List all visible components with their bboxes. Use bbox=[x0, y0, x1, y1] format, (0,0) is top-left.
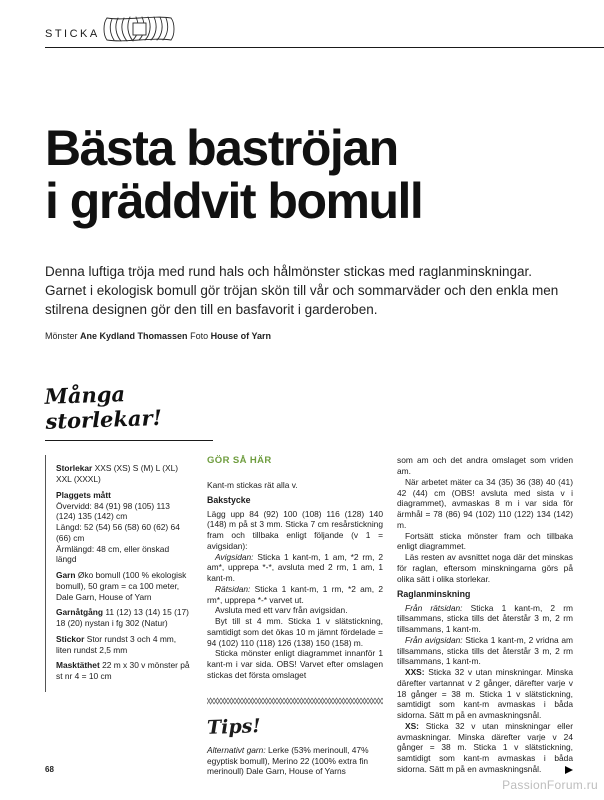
credit-label-pattern: Mönster bbox=[45, 331, 78, 342]
headline-line-1: Bästa baströjan bbox=[45, 120, 398, 176]
pattern-paragraph bbox=[207, 509, 383, 552]
pattern-paragraph bbox=[397, 531, 573, 553]
infobox-label: Storlekar bbox=[56, 463, 93, 474]
infobox-label: Garn bbox=[56, 570, 76, 581]
section-label: STICKA bbox=[45, 28, 100, 40]
page-header bbox=[45, 0, 604, 48]
infobox-row-measurements-heading bbox=[56, 490, 191, 501]
pattern-paragraph bbox=[207, 584, 383, 606]
infobox-row-yarn bbox=[56, 570, 191, 602]
how-to-heading: GÖR SÅ HÄR bbox=[207, 455, 272, 467]
alternative-yarn-paragraph bbox=[207, 745, 383, 777]
infobox-value: 22 m x 30 v mönster på st nr 4 = 10 cm bbox=[56, 660, 190, 682]
continue-arrow-icon bbox=[565, 766, 573, 774]
edge-stitch-note: Kant-m stickas rät alla v. bbox=[207, 479, 298, 490]
pattern-info-box bbox=[45, 455, 193, 692]
pattern-paragraph bbox=[207, 605, 383, 616]
infobox-label: Garnåtgång bbox=[56, 607, 103, 618]
credit-photo-name: House of Yarn bbox=[210, 331, 271, 342]
credit-label-photo: Foto bbox=[190, 331, 209, 342]
pattern-paragraph bbox=[397, 455, 573, 477]
content-columns bbox=[45, 455, 573, 777]
credit-pattern-name: Ane Kydland Thomassen bbox=[80, 331, 188, 342]
pattern-paragraph bbox=[397, 667, 573, 721]
paragraph-text: Lerke (53% merinoull, 47% egyptisk bomull), Merino 22 (100% extra fin merinoull) Dale Garn, House of Yarns bbox=[207, 744, 369, 777]
back-piece-heading: Bakstycke bbox=[207, 495, 251, 506]
infobox-value: Ärmlängd: 48 cm, eller önskad längd bbox=[56, 543, 170, 565]
script-heading: Många storlekar! bbox=[44, 381, 163, 435]
infobox-value: Øko bomull (100 % ekologisk bomull), 50 gram = ca 100 meter, Dale Garn, House of Yarn bbox=[56, 570, 187, 602]
infobox-value: 11 (12) 13 (14) 15 (17) 18 (20) nystan i fg 302 (Natur) bbox=[56, 607, 189, 629]
infobox-row-sizes bbox=[56, 463, 191, 485]
paragraph-lead: Från avigsidan: bbox=[405, 634, 463, 645]
credits-line bbox=[45, 331, 559, 341]
continuation-column bbox=[397, 455, 573, 774]
infobox-value: XXS (XS) S (M) L (XL) XXL (XXXL) bbox=[56, 463, 179, 485]
paragraph-lead: Alternativt garn: bbox=[207, 744, 266, 755]
page-title bbox=[45, 122, 559, 228]
paragraph-lead: XS: bbox=[405, 720, 419, 731]
paragraph-text: Avsluta med ett varv från avigsidan. bbox=[215, 605, 348, 616]
pattern-paragraph bbox=[397, 635, 573, 667]
pattern-paragraph bbox=[207, 552, 383, 584]
pattern-paragraph bbox=[207, 616, 383, 648]
pattern-paragraph bbox=[397, 721, 573, 775]
infobox-label: Plaggets mått bbox=[56, 489, 111, 500]
infobox-row-needles bbox=[56, 634, 191, 656]
zigzag-divider bbox=[207, 697, 383, 705]
instructions-column bbox=[207, 455, 383, 777]
infobox-value: Övervidd: 84 (91) 98 (105) 113 (124) 135 (142) cm bbox=[56, 500, 170, 522]
paragraph-text: Sticka 1 kant-m, 2 rm tillsammans, sticka tills det återstår 3 m, 2 rm tillsammans, 1 kant-m. bbox=[397, 602, 573, 635]
paragraph-lead: Rätsidan: bbox=[215, 583, 251, 594]
infobox-row-sleeve-length bbox=[56, 544, 191, 566]
paragraph-text: Sticka 1 kant-m, 2 vridna am tillsammans, sticka tills det återstår 3 m, 2 rm tillsammans, 1 kant-m. bbox=[397, 634, 573, 667]
page-number: 68 bbox=[45, 765, 54, 774]
headline-line-2: i gräddvit bomull bbox=[45, 173, 423, 229]
pattern-paragraph bbox=[397, 477, 573, 531]
paragraph-text: Byt till st 4 mm. Sticka 1 v slätstickning, samtidigt som det ökas 10 m jämnt fördelade = 94 (102) 110 (118) 126 (138) 150 (158) m. bbox=[207, 616, 383, 648]
paragraph-text: som am och det andra omslaget som vriden am. bbox=[397, 455, 573, 477]
yarn-skein-icon bbox=[100, 14, 178, 44]
paragraph-text: Läs resten av avsnittet noga där det minskas för raglan, eftersom minskningarna görs på olika sätt i olika storlekar. bbox=[397, 552, 573, 584]
paragraph-text: Lägg upp 84 (92) 100 (108) 116 (128) 140 (148) m på st 3 mm. Sticka 7 cm resårstickning fram och tillbaka enligt följande (v 1 = avigsidan): bbox=[207, 508, 383, 551]
intro-paragraph: Denna luftiga tröja med rund hals och hålmönster stickas med raglanminskningar. Garnet i ekologisk bomull gör tröjan skön till vår och sommarväder och den enkla men stilrena designen gör den till en basfavorit i garderoben. bbox=[45, 264, 559, 318]
infobox-label: Masktäthet bbox=[56, 660, 100, 671]
infobox-row-gauge bbox=[56, 660, 191, 682]
infobox-label: Stickor bbox=[56, 633, 85, 644]
pattern-paragraph bbox=[397, 603, 573, 635]
tips-heading: Tips! bbox=[206, 714, 262, 739]
paragraph-text: Sticka 1 kant-m, 1 am, *2 rm, 2 am*, upprepa *-*, avsluta med 2 rm, 1 am, 1 kant-m. bbox=[207, 551, 383, 584]
infobox-value: Längd: 52 (54) 56 (58) 60 (62) 64 (66) cm bbox=[56, 522, 180, 543]
pattern-paragraph bbox=[397, 552, 573, 584]
paragraph-text: Sticka 32 v utan minskningar. Minska därefter vartannat v 2 gånger, därefter varje v 18 gånger = 38 m. Sticka 1 v slätstickning, samtidigt som kant-m avmaskas i båda sidorna. Sätt m på en avmaskningsnål. bbox=[397, 667, 573, 721]
watermark: PassionForum.ru bbox=[502, 778, 598, 792]
paragraph-lead: Från rätsidan: bbox=[405, 602, 463, 613]
paragraph-text: När arbetet mäter ca 34 (35) 36 (38) 40 (41) 42 (44) cm (OBS! avsluta med sista v i diagrammet), avmaskas 8 m i var sida för ärmhål = 78 (86) 94 (102) 110 (122) 134 (142) m. bbox=[397, 476, 573, 530]
paragraph-text: Fortsätt sticka mönster fram och tillbaka enligt diagrammet. bbox=[397, 530, 573, 552]
tips-block bbox=[207, 697, 383, 778]
script-heading-block bbox=[45, 381, 213, 441]
raglan-heading: Raglanminskning bbox=[397, 589, 471, 600]
paragraph-text: Sticka 1 kant-m, 1 rm, *2 am, 2 rm*, upprepa *-* varvet ut. bbox=[207, 583, 383, 605]
paragraph-lead: XXS: bbox=[405, 667, 425, 678]
infobox-row-circumference bbox=[56, 501, 191, 523]
paragraph-text: Sticka 32 v utan minskningar eller avmaskningar. Minska därefter varje v 24 gånger = 38 m. Sticka 1 v slätstickning, samtidigt som kant-m avmaskas i båda sidorna. Sätt m på en avmaskningsnål. bbox=[397, 720, 573, 774]
infobox-row-length bbox=[56, 522, 191, 544]
paragraph-text: Sticka mönster enligt diagrammet innanför 1 kant-m i var sida. OBS! Varvet efter omslagen stickas det första omslaget bbox=[207, 648, 383, 680]
pattern-paragraph bbox=[207, 648, 383, 680]
paragraph-lead: Avigsidan: bbox=[215, 551, 254, 562]
infobox-row-yarn-amount bbox=[56, 607, 191, 629]
infobox-value: Stor rundst 3 och 4 mm, liten rundst 2,5 mm bbox=[56, 633, 177, 655]
